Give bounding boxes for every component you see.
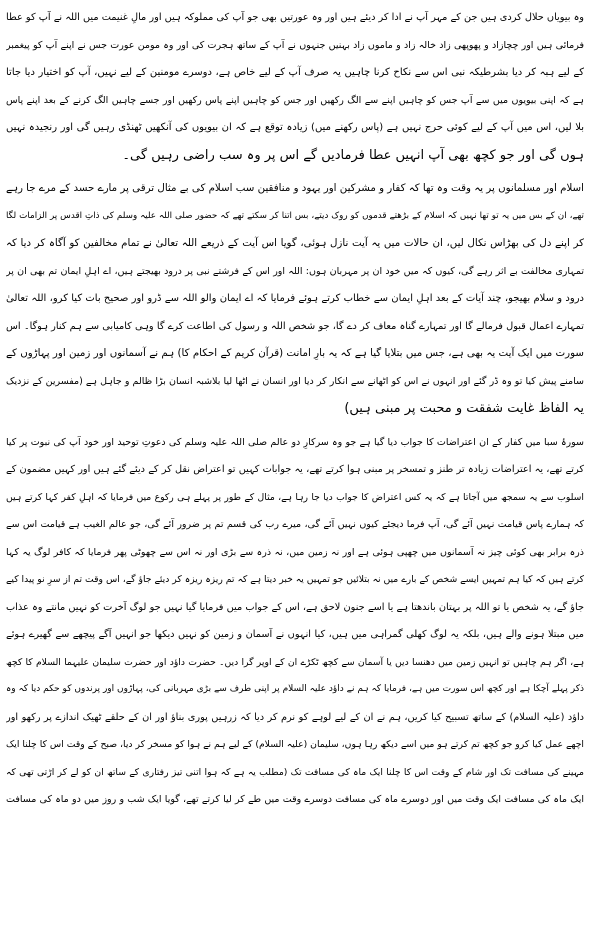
text-line: سورت میں ایک آیت یہ بھی ہے، جس میں بتلایا گیا ہے کہ یہ بارِ امانت (قرآن کریم کے احکام کا) ہم نے آسمانوں اور زمین اور پہاڑوں کے [6,347,584,359]
text-line: سامنے پیش کیا تو وہ ڈر گئے اور انہوں نے اس کو اٹھانے سے انکار کر دیا اور انسان نے اٹھا لیا بلاشبہ انسان بڑا ظالم و جاہل ہے (مفسرین کے نزدیک [6,375,584,387]
paragraph-wives-permission [6,4,584,169]
text-line: ذکر پہلے آچکا ہے اور کچھ اس سورت میں ہے، فرمایا کہ ہم نے داؤد علیہ السلام پر اپنی طرف سے بڑی مہربانی کی، پہاڑوں اور پرندوں کو حکم دیا کہ وہ [6,684,584,694]
text-line: مہینے کی مسافت تک اور شام کے وقت اس کا چلنا ایک ماہ کی مسافت تک (مطلب یہ ہے کہ ہوا اتنی تیز رفتاری کے ساتھ ان کو لے کر اڑتی تھی کہ [6,766,584,778]
text-line: اچھے عمل کیا کرو جو کچھ تم کرتے ہو میں اسے دیکھ رہا ہوں، سلیمان (علیہ السلام) کے لیے ہم نے ہوا کو مسخر کر دیا، صبح کے وقت اس کا چلنا ایک [6,739,584,750]
text-line: وہ بیویاں حلال کردی ہیں جن کے مہر آپ نے ادا کر دیئے ہیں اور وہ عورتیں بھی جو آپ کی مملوکہ ہیں اور مالِ غنیمت میں اللہ نے آپ کو عطا [6,12,584,23]
text-line: ہے، اگر ہم چاہیں تو انہیں زمین میں دھنسا دیں یا آسمان سے کچھ ٹکڑے ان کے اوپر گرا دیں۔ حضرت داؤد اور حضرت سلیمان علیہما السلام کا کچھ [6,656,584,668]
text-line: سورۂ سبا میں کفار کے ان اعتراضات کا جواب دیا گیا ہے جو وہ سرکارِ دو عالم صلی اللہ علیہ وسلم کی دعوتِ توحید اور خود آپ کی نبوت پر کیا [6,436,584,448]
text-line: داؤد (علیہ السلام) کے ساتھ تسبیح کیا کریں، ہم نے ان کے لیے لوہے کو نرم کر دیا کہ زرہیں پوری بناؤ اور ان کے حلقے ٹھیک اندازے پر رکھو اور [6,711,584,723]
text-line: کرتے ہیں کہ کیا ہم تمہیں ایسے شخص کے بارے میں نہ بتلائیں جو تمہیں یہ خبر دیتا ہے کہ تم ریزہ ریزہ کر دیئے جاؤ گے، اس وقت تم از سرِ نو پیدا کیے [6,574,584,585]
paragraph-durood-amanat [6,175,584,423]
text-line: کر اپنے دل کی بھڑاس نکال لیں، ان حالات میں یہ آیت نازل ہوئی، گویا اس آیت کے ذریعے اللہ تعالیٰ نے تمام مخالفین کو آگاہ کر دیا کہ [6,237,584,249]
text-line: کے لیے ہبہ کر دیا بشرطیکہ نبی اس سے نکاح کرنا چاہیں یہ صرف آپ کے لیے خاص ہے، دوسرے مومنین کے لیے نہیں، آپ کو اختیار دیا جاتا [6,67,584,78]
text-line: کرتے تھے، یہ اعتراضات زیادہ تر طنز و تمسخر پر مبنی ہوا کرتے تھے، یہ جوابات کہیں تو اعتراض نقل کر کے دیئے گئے ہیں اور کہیں مضمون کے [6,464,584,475]
paragraph-surah-saba [6,429,584,814]
text-line: میں مبتلا ہونے والے ہیں، بلکہ یہ لوگ کھلی گمراہی میں ہیں، کیا انہوں نے آسمان و زمین کو نہیں دیکھا جو انہیں آگے پیچھے سے گھیرے ہوئے [6,629,584,640]
text-line: بلا لیں، اس میں آپ کے لیے کوئی حرج نہیں ہے (پاس رکھنے میں) زیادہ توقع ہے کہ ان بیویوں کی آنکھیں ٹھنڈی رہیں گی اور رنجیدہ نہیں [6,122,584,133]
text-line: تمہاری مخالفت بے اثر رہے گی، کیوں کہ میں خود ان پر مہربان ہوں: اللہ اور اس کے فرشتے نبی پر درود بھیجتے ہیں، اے اہلِ ایمان تم بھی ان پر [6,265,584,277]
text-line: فرمائی ہیں اور چچازاد و پھوپھی زاد خالہ زاد و ماموں زاد بہنیں جنہوں نے آپ کے ساتھ ہجرت کی اور وہ مومن عورت جس نے اپنے آپ کو پیغمبر [6,39,584,51]
text-line: جاؤ گے، یہ شخص یا تو اللہ پر بہتان باندھتا ہے یا اسے جنون لاحق ہے، اس کے جواب میں فرمایا گیا نہیں جو لوگ آخرت کو نہیں مانتے وہ عذاب [6,601,584,613]
text-line: ایک ماہ کی مسافت ایک وقت میں اور دوسرے ماہ کی مسافت دوسرے وقت میں طے کر لیا کرتے تھے، گویا ایک شب و روز میں دو ماہ کی مسافت [6,794,584,805]
text-line: یہ الفاظ غایت شفقت و محبت پر مبنی ہیں) [344,401,584,416]
text-line: ہوں گی اور جو کچھ بھی آپ انہیں عطا فرمادیں گے اس پر وہ سب راضی رہیں گی۔ [122,147,584,163]
text-line: ہے کہ اپنی بیویوں میں سے آپ جس کو چاہیں اپنے سے الگ رکھیں اور جس کو چاہیں اپنے پاس رکھیں اور جسے چاہیں الگ کرنے کے بعد اپنے پاس [6,94,584,106]
text-line: ذرہ برابر بھی کوئی چیز نہ آسمانوں میں چھپی ہوئی ہے اور نہ زمین میں، نہ ذرہ سے بڑی اور نہ اس سے چھوٹی پھر فرمایا کہ کافر لوگ یہ کہا [6,546,584,558]
text-line: درود و سلام بھیجو، چند آیات کے بعد اہلِ ایمان سے خطاب کرتے ہوئے فرمایا کہ اے ایمان والو اللہ سے ڈرو اور صحیح بات کیا کرو، اللہ تعالیٰ [6,293,584,304]
text-line: اسلوب سے یہ سمجھ میں آجاتا ہے کہ یہ کس اعتراض کا جواب دیا جا رہا ہے، مثال کے طور پر پہلے ہی رکوع میں فرمایا کہ اہلِ کفر کہا کرتے ہیں [6,491,584,503]
text-line: کہ ہمارے پاس قیامت نہیں آئے گی، آپ فرما دیجئے کیوں نہیں آئے گی، میرے رب کی قسم تم پر ضرور آئے گی، جو عالم الغیب ہے قیامت اس سے [6,519,584,530]
text-line: اسلام اور مسلمانوں پر یہ وقت وہ تھا کہ کفار و مشرکین اور یہود و منافقین سب اسلام کی بے مثال ترقی پر مارے حسد کے مرے جا رہے [6,182,584,194]
text-line: تمہارے اعمال قبول فرمالے گا اور تمہارے گناہ معاف کر دے گا، جو شخص اللہ و رسول کی اطاعت کرے گا وہی کامیابی سے ہم کنار ہوگا۔ اس [6,320,584,332]
text-line: تھے، ان کے بس میں یہ تو تھا نہیں کہ اسلام کے بڑھتے قدموں کو روک دیتے، بس اتنا کر سکتے تھے کہ حضور صلی اللہ علیہ وسلم کی ذاتِ اقدس پر الزامات لگا [6,210,584,221]
